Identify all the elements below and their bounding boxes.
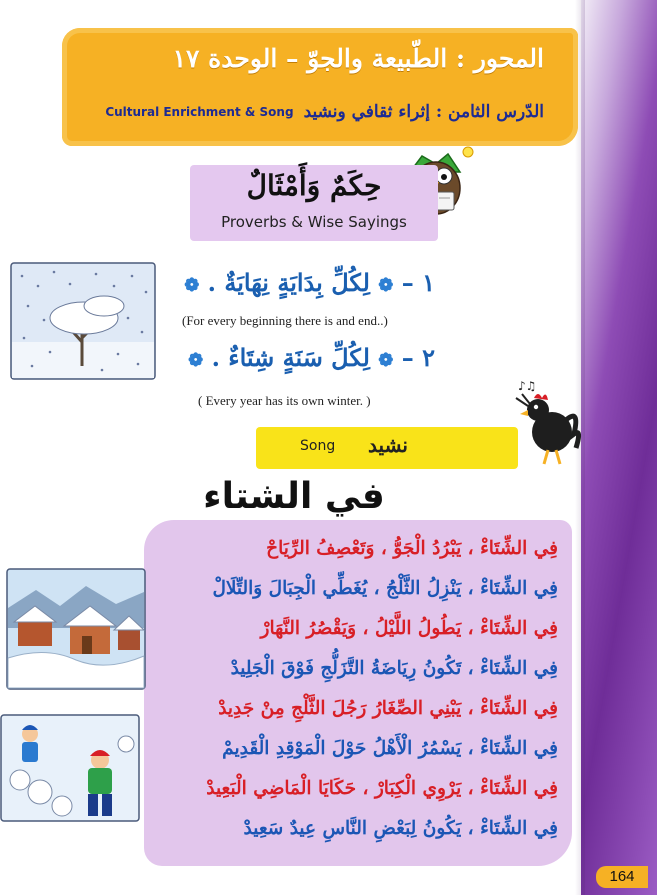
svg-text:♪♫: ♪♫ [518, 379, 537, 393]
proverb-1-translation: (For every beginning there is and end..) [182, 313, 388, 328]
poem-line-3: فِي الشِّتَاءْ ، يَطُولُ اللَّيْلُ ، وَيَقْصُرُ النَّهَارْ [260, 618, 558, 639]
snowball-fight-illustration [0, 714, 140, 822]
poem-box [144, 520, 572, 866]
snowy-tree-illustration [10, 262, 156, 380]
proverbs-header-box [190, 165, 438, 241]
song-banner [256, 427, 518, 469]
flower-ornament-icon: ❁ [188, 350, 204, 371]
poem-line-4: فِي الشِّتَاءْ ، تَكُونُ رِيَاضَةُ التَّزَلُّجِ فَوْقَ الْجَلِيدْ [230, 658, 558, 679]
snowy-village-illustration [6, 568, 146, 690]
proverbs-title-en: Proverbs & Wise Sayings [221, 213, 407, 231]
proverb-2-translation: ( Every year has its own winter. ) [198, 393, 371, 408]
flower-ornament-icon: ❁ [184, 275, 200, 296]
flower-ornament-icon: ❁ [378, 350, 394, 371]
proverb-2-number: ٢ – [401, 343, 435, 372]
proverb-1-text: لِكُلِّ بِدَايَةٍ نِهَايَةٌ . [207, 268, 370, 297]
poem-line-1: فِي الشِّتَاءْ ، يَبْرُدُ الْجَوُّ ، وَتَعْصِفُ الرِّيَاحْ [266, 538, 558, 559]
song-label-ar: نشيد [368, 433, 408, 457]
flower-ornament-icon: ❁ [378, 275, 394, 296]
poem-line-5: فِي الشِّتَاءْ ، يَبْنِي الصِّغَارُ رَجُلَ الثَّلْجِ مِنْ جَدِيدْ [218, 698, 558, 719]
unit-title: المحور : الطّبيعة والجوّ – الوحدة ١٧ [172, 44, 544, 73]
poem-line-8: فِي الشِّتَاءْ ، يَكُونُ لِبَعْضِ النَّاسِ عِيدٌ سَعِيدْ [243, 818, 558, 839]
header-banner [62, 28, 578, 146]
singing-bird-icon [508, 376, 584, 468]
lesson-title-ar: الدّرس الثامن : إثراء ثقافي ونشيد [303, 102, 544, 122]
lesson-subtitle [84, 98, 544, 126]
lesson-title-en: Cultural Enrichment & Song [105, 105, 294, 119]
page-number: 164 [596, 866, 648, 888]
purple-page-edge [581, 0, 657, 895]
poem-line-2: فِي الشِّتَاءْ ، يَنْزِلُ الثَّلْجُ ، يُغَطِّي الْجِبَالَ وَالتِّلَالْ [212, 578, 558, 599]
proverb-1-number: ١ – [401, 268, 435, 297]
poem-line-7: فِي الشِّتَاءْ ، يَرْوِي الْكِبَارْ ، حَكَايَا الْمَاضِي الْبَعِيدْ [206, 778, 558, 799]
proverbs-title-ar: حِكَمٌ وَأَمْثَالٌ [246, 169, 382, 202]
proverb-2-ar [175, 343, 435, 372]
poem-line-6: فِي الشِّتَاءْ ، يَسْمُرُ الْأَهْلُ حَوْلَ الْمَوْقِدِ الْقَدِيمْ [222, 738, 558, 759]
proverb-2-text: لِكُلِّ سَنَةٍ شِتَاءٌ . [211, 343, 370, 372]
song-label-en: Song [300, 438, 336, 454]
proverb-1-ar [175, 268, 435, 297]
song-title: في الشتاء [203, 476, 385, 517]
